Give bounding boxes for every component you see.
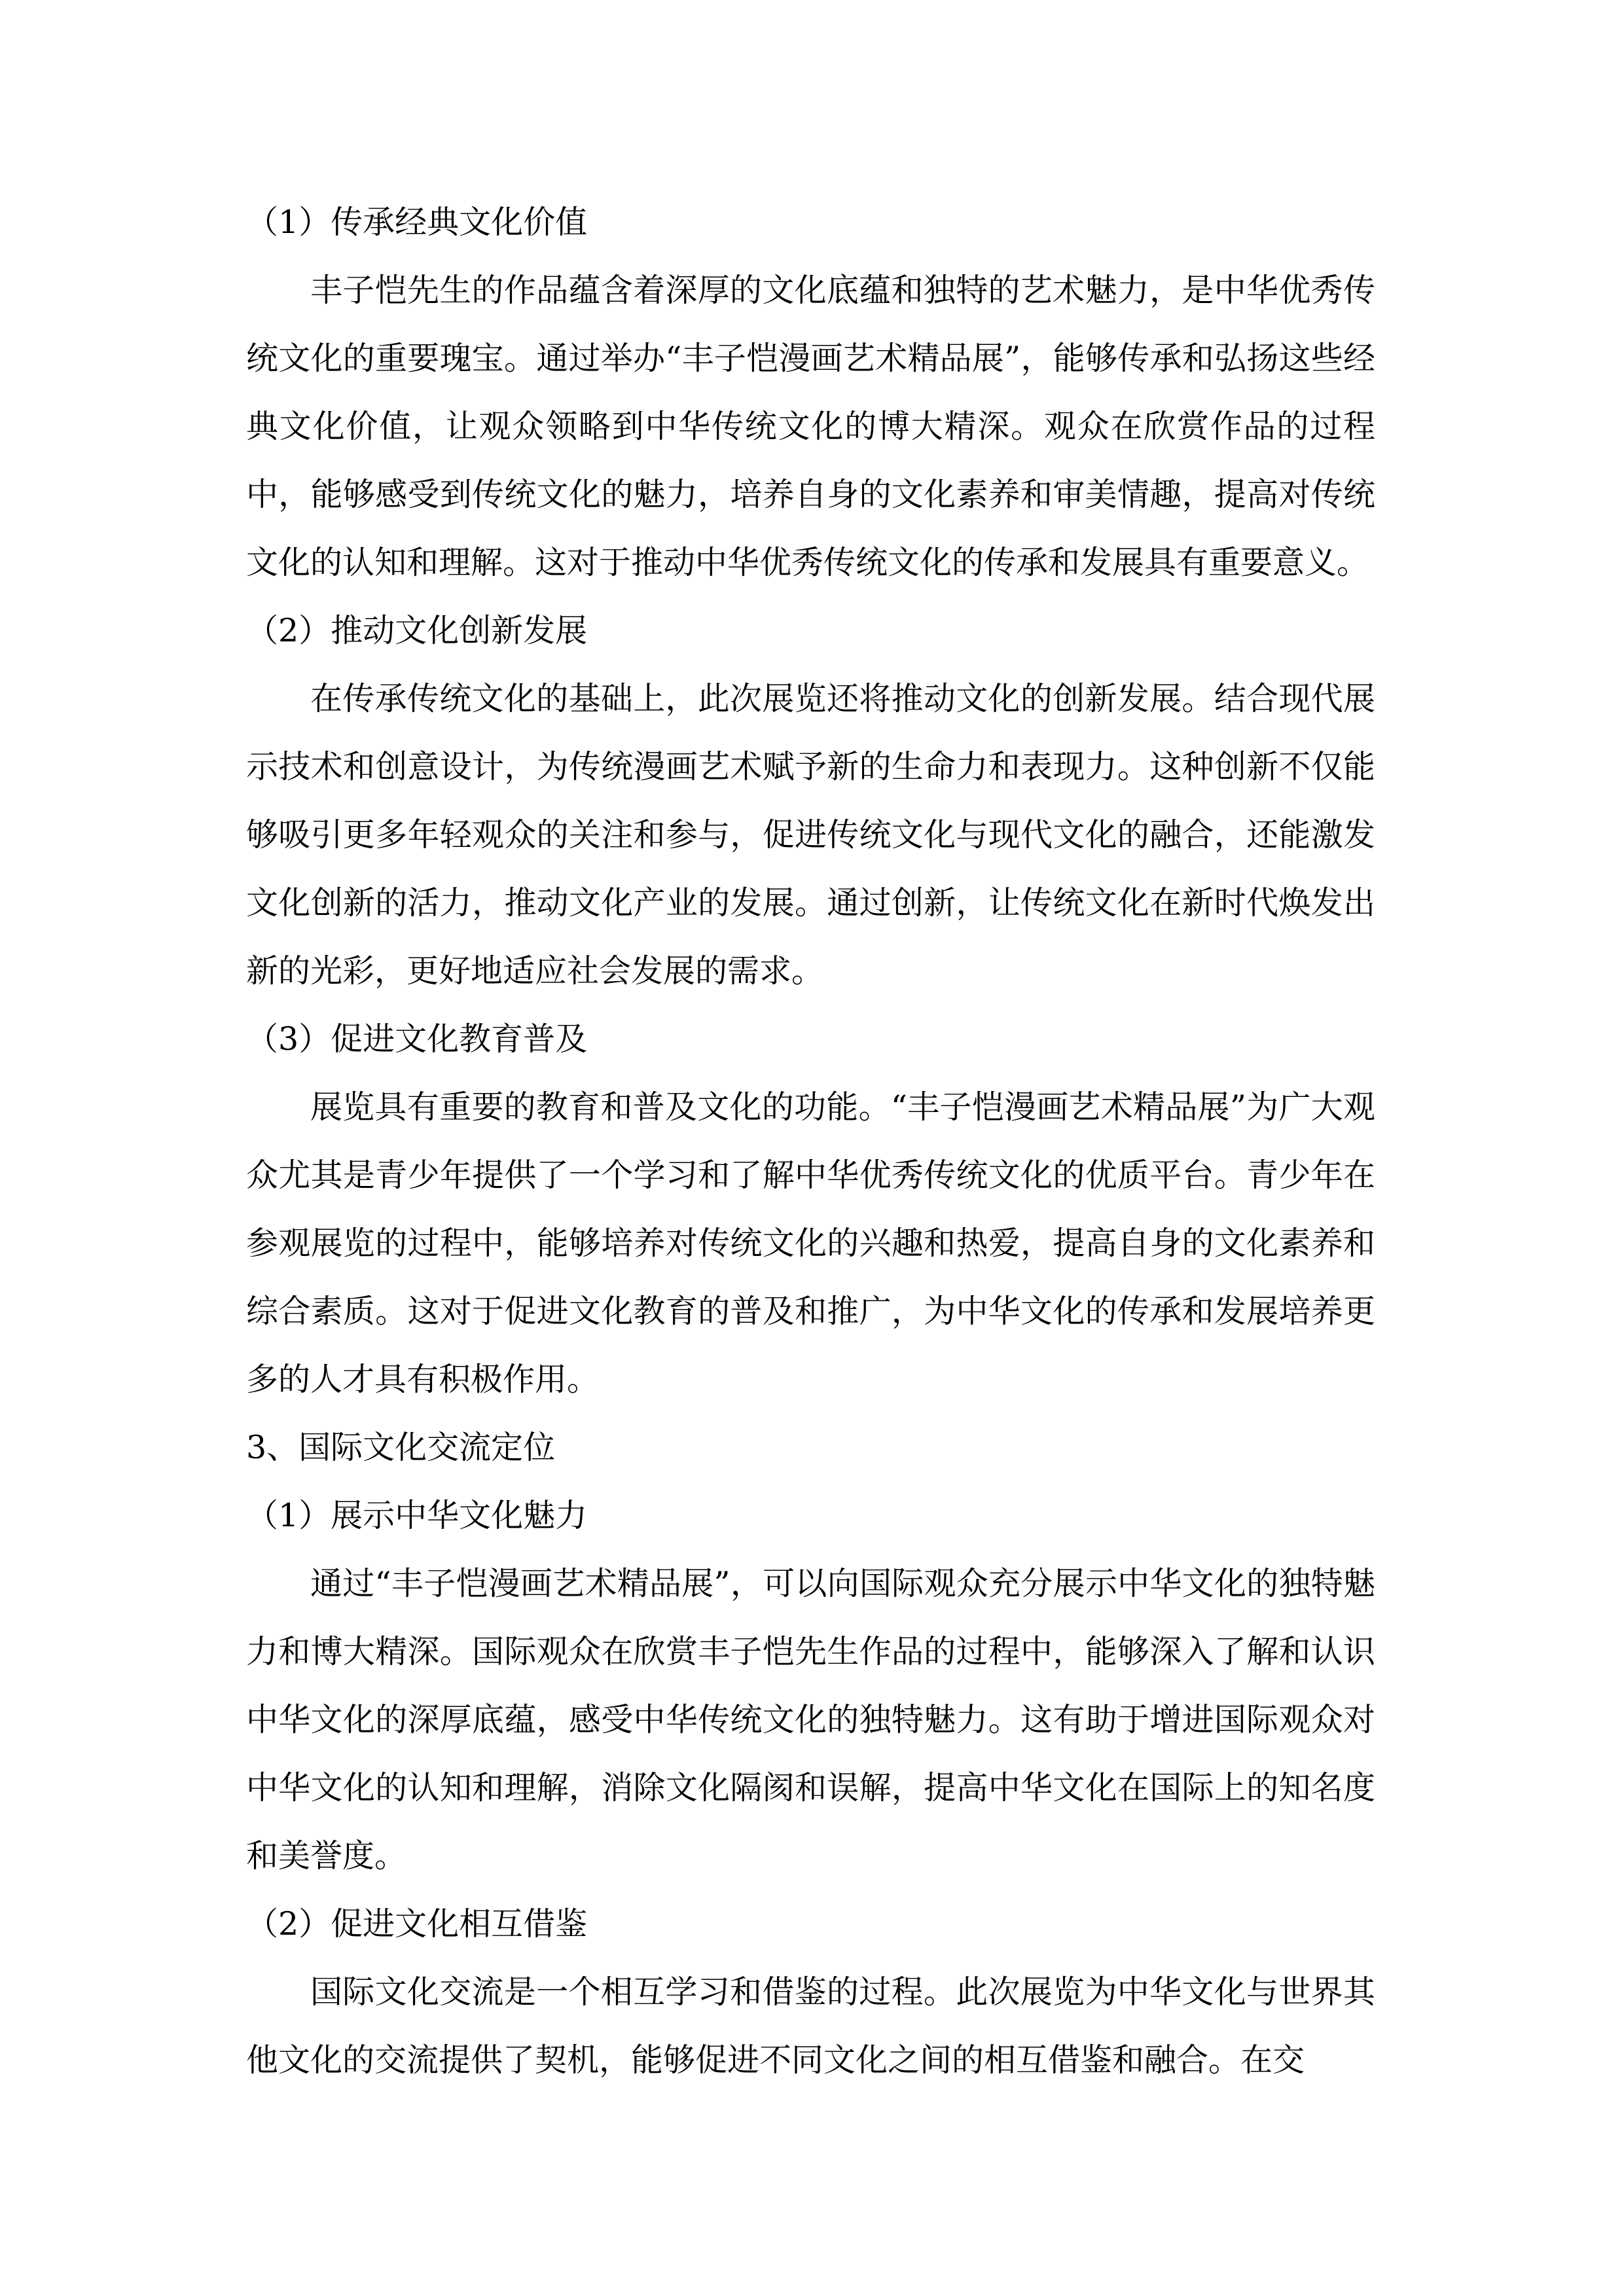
paragraph-promote-innovation: 在传承传统文化的基础上，此次展览还将推动文化的创新发展。结合现代展示技术和创意设计，为传统漫画艺术赋予新的生命力和表现力。这种创新不仅能够吸引更多年轻观众的关注和参与，促进传统文化与现代文化的融合，还能激发文化创新的活力，推动文化产业的发展。通过创新，让传统文化在新时代焕发出新的光彩，更好地适应社会发展的需求。: [246, 680, 1375, 990]
paragraph-mutual-learning: 国际文化交流是一个相互学习和借鉴的过程。此次展览为中华文化与世界其他文化的交流提供了契机，能够促进不同文化之间的相互借鉴和融合。在交: [246, 1973, 1375, 2079]
paragraph-inherit-classic-values: 丰子恺先生的作品蕴含着深厚的文化底蕴和独特的艺术魅力，是中华优秀传统文化的重要瑰宝。通过举办“丰子恺漫画艺术精品展”，能够传承和弘扬这些经典文化价值，让观众领略到中华传统文化的博大精深。观众在欣赏作品的过程中，能够感受到传统文化的魅力，培养自身的文化素养和审美情趣，提高对传统文化的认知和理解。这对于推动中华优秀传统文化的传承和发展具有重要意义。: [246, 272, 1375, 581]
paragraph-show-chinese-culture: 通过“丰子恺漫画艺术精品展”，可以向国际观众充分展示中华文化的独特魅力和博大精深。国际观众在欣赏丰子恺先生作品的过程中，能够深入了解和认识中华文化的深厚底蕴，感受中华传统文化的独特魅力。这有助于增进国际观众对中华文化的认知和理解，消除文化隔阂和误解，提高中华文化在国际上的知名度和美誉度。: [246, 1565, 1375, 1874]
subheading-promote-innovation: （2）推动文化创新发展: [246, 612, 588, 649]
subheading-show-chinese-culture: （1）展示中华文化魅力: [246, 1497, 588, 1534]
subheading-inherit-classic-values: （1）传承经典文化价值: [246, 204, 588, 241]
document-body: [246, 188, 1375, 2094]
subheading-promote-education: （3）促进文化教育普及: [246, 1020, 588, 1058]
subheading-mutual-learning: （2）促进文化相互借鉴: [246, 1905, 588, 1943]
section-title-international-exchange: 3、国际文化交流定位: [246, 1429, 556, 1466]
paragraph-promote-education: 展览具有重要的教育和普及文化的功能。“丰子恺漫画艺术精品展”为广大观众尤其是青少年提供了一个学习和了解中华优秀传统文化的优质平台。青少年在参观展览的过程中，能够培养对传统文化的兴趣和热爱，提高自身的文化素养和综合素质。这对于促进文化教育的普及和推广，为中华文化的传承和发展培养更多的人才具有积极作用。: [246, 1088, 1375, 1398]
